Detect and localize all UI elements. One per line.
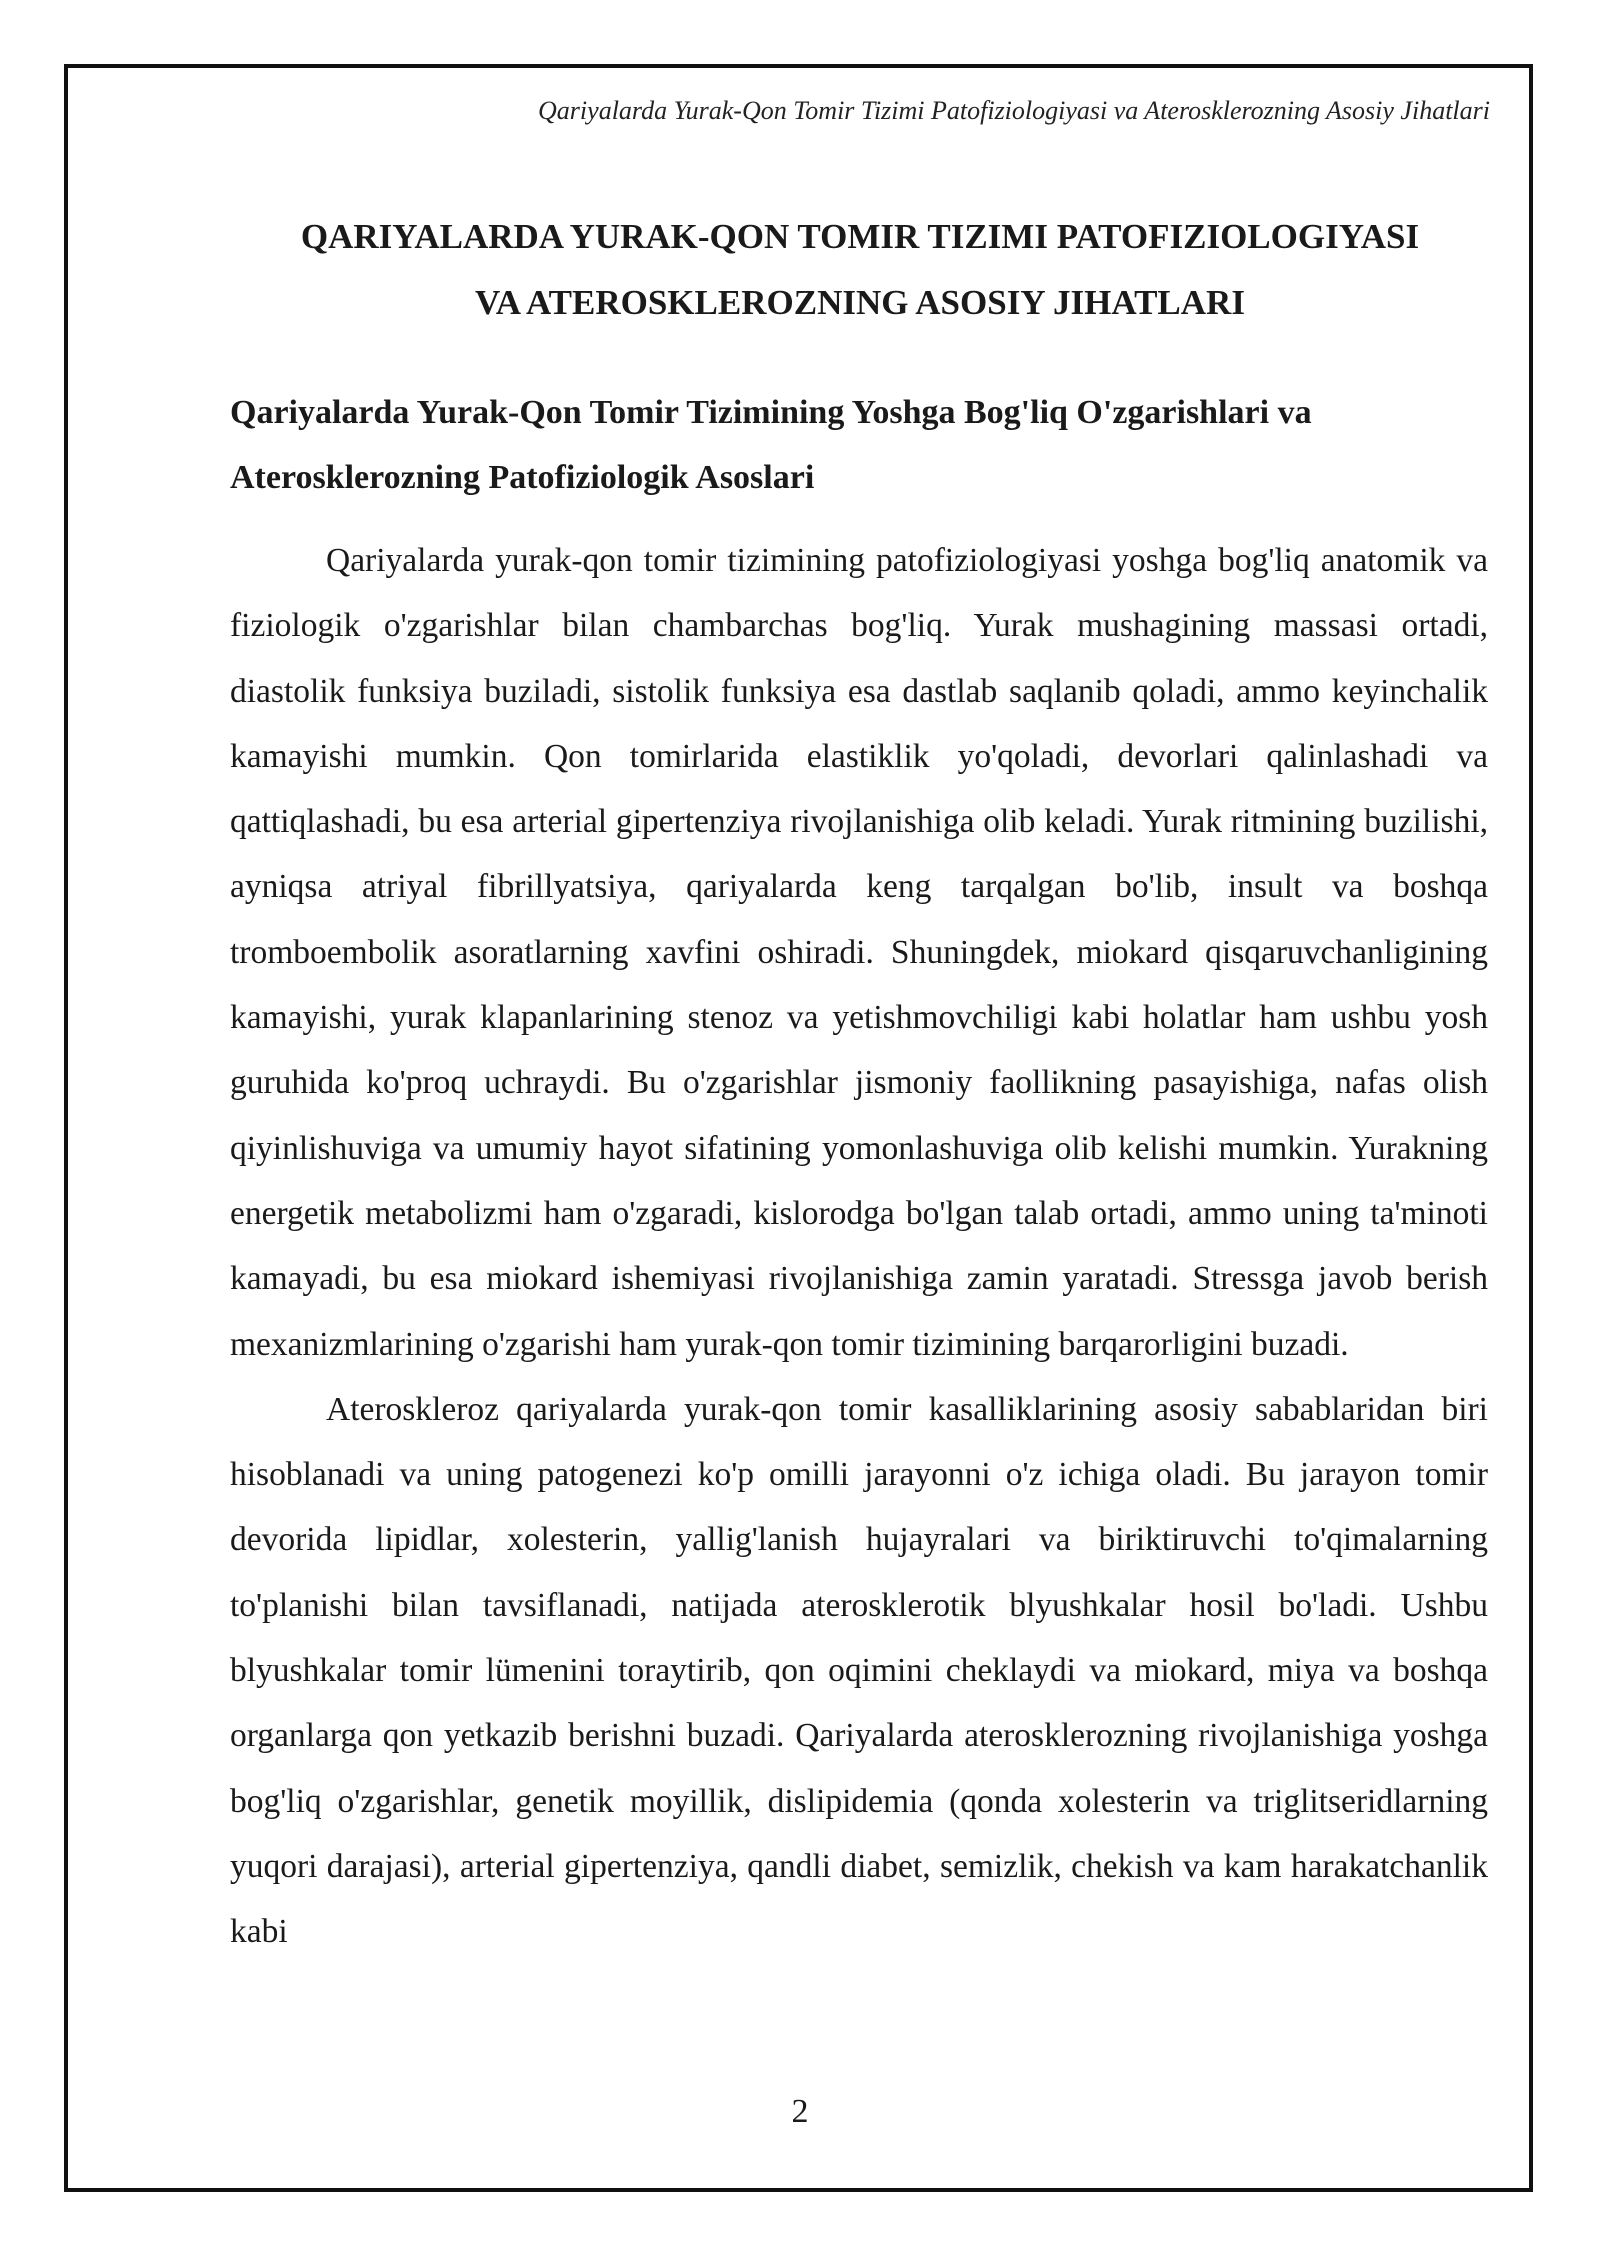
running-header: Qariyalarda Yurak-Qon Tomir Tizimi Patofiziologiyasi va Aterosklerozning Asosiy Jihatlari — [538, 96, 1490, 125]
paragraph-2: Ateroskleroz qariyalarda yurak-qon tomir kasalliklarining asosiy sabablaridan biri hisoblanadi va uning patogenezi ko'p omilli jarayonni o'z ichiga oladi. Bu jarayon tomir devorida lipidlar, xolesterin, yallig'lanish hujayralari va biriktiruvchi to'qimalarning to'planishi bilan tavsiflanadi, natijada aterosklerotik blyushkalar hosil bo'ladi. Ushbu blyushkalar tomir lümenini toraytirib, qon oqimini cheklaydi va miokard, miya va boshqa organlarga qon yetkazib berishni buzadi. Qariyalarda aterosklerozning rivojlanishiga yoshga bog'liq o'zgarishlar, genetik moyillik, dislipidemia (qonda xolesterin va triglitseridlarning yuqori darajasi), arterial gipertenziya, qandli diabet, semizlik, chekish va kam harakatchanlik kabi — [230, 1390, 1488, 1951]
document-title-line-2: VA ATEROSKLEROZNING ASOSIY JIHATLARI — [475, 283, 1245, 322]
paragraph-1: Qariyalarda yurak-qon tomir tizimining patofiziologiyasi yoshga bog'liq anatomik va fiziologik o'zgarishlar bilan chambarchas bog'liq. Yurak mushagining massasi ortadi, diastolik funksiya buziladi, sistolik funksiya esa dastlab saqlanib qoladi, ammo keyinchalik kamayishi mumkin. Qon tomirlarida elastiklik yo'qoladi, devorlari qalinlashadi va qattiqlashadi, bu esa arterial gipertenziya rivojlanishiga olib keladi. Yurak ritmining buzilishi, ayniqsa atriyal fibrillyatsiya, qariyalarda keng tarqalgan bo'lib, insult va boshqa tromboembolik asoratlarning xavfini oshiradi. Shuningdek, miokard qisqaruvchanligining kamayishi, yurak klapanlarining stenoz va yetishmovchiligi kabi holatlar ham ushbu yosh guruhida ko'proq uchraydi. Bu o'zgarishlar jismoniy faollikning pasayishiga, nafas olish qiyinlishuviga va umumiy hayot sifatining yomonlashuviga olib kelishi mumkin. Yurakning energetik metabolizmi ham o'zgaradi, kislorodga bo'lgan talab ortadi, ammo uning ta'minoti kamayadi, bu esa miokard ishemiyasi rivojlanishiga zamin yaratadi. Stressga javob berish mexanizmlarining o'zgarishi ham yurak-qon tomir tizimining barqarorligini buzadi. — [230, 542, 1488, 1363]
body-text — [230, 528, 1488, 1965]
document-title — [230, 204, 1490, 336]
page-number: 2 — [791, 2093, 809, 2130]
section-heading: Qariyalarda Yurak-Qon Tomir Tizimining Yoshga Bog'liq O'zgarishlari va Aterosklerozning Patofiziologik Asoslari — [230, 394, 1312, 496]
document-title-line-1: QARIYALARDA YURAK-QON TOMIR TIZIMI PATOFIZIOLOGIYASI — [300, 217, 1420, 256]
